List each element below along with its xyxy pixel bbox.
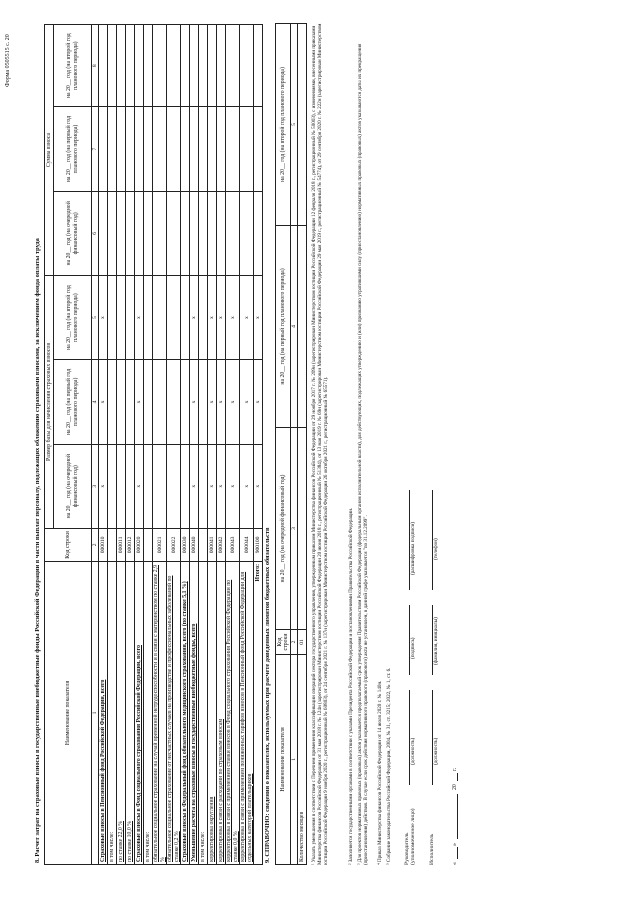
head-base-period1: на 20__ год (на очередной финансовый год) — [54, 444, 92, 528]
s9-value-cell[interactable] — [298, 24, 307, 226]
s8-value-cell[interactable] — [126, 191, 135, 275]
s9-head-code: Код строки — [276, 630, 291, 655]
s8-value-cell: x — [217, 444, 226, 528]
s8-row-code: 000010 — [99, 528, 108, 561]
s8-value-cell[interactable] — [144, 191, 153, 275]
s8-value-cell: x — [208, 275, 217, 359]
s8-value-cell[interactable] — [217, 191, 226, 275]
s8-row-name: Страховые взносы в Пенсионный фонд Российской Федерации, всего — [99, 561, 108, 864]
s8-value-cell: x — [254, 360, 263, 444]
s8-value-cell[interactable] — [108, 360, 117, 444]
s8-value-cell: x — [208, 444, 217, 528]
s8-table-row — [217, 25, 226, 865]
s9-table-row — [298, 24, 307, 865]
s8-table-row — [254, 25, 263, 865]
s8-value-cell[interactable] — [199, 25, 208, 107]
s8-value-cell[interactable] — [117, 107, 126, 191]
s8-row-code — [144, 528, 153, 561]
s8-value-cell[interactable] — [144, 25, 153, 107]
executor-label: Исполнитель — [429, 833, 435, 865]
s9-row-code: 01 — [298, 630, 307, 655]
s8-table-row — [126, 25, 135, 865]
s8-row-code: 000040 — [190, 528, 199, 561]
s8-value-cell[interactable] — [99, 25, 108, 107]
s8-value-cell[interactable] — [199, 360, 208, 444]
s8-value-cell[interactable] — [199, 275, 208, 359]
s8-value-cell[interactable] — [135, 107, 144, 191]
s9-value-cell[interactable] — [298, 226, 307, 428]
s8-row-code: 000042 — [217, 528, 226, 561]
s9-head-name: Наименование показателя — [276, 655, 291, 865]
s8-value-cell[interactable] — [181, 275, 190, 359]
section8-table — [44, 24, 263, 865]
s8-row-name: обязательное социальное страхование от несчастных случаев на производстве и профессиональных заболеваний по ставке 0,2 % — [167, 561, 181, 864]
caption-head-signature: (подпись) — [410, 637, 416, 659]
s9-head-period1: на 20__ год (на очередной финансовый год) — [276, 428, 291, 630]
s8-value-cell: x — [135, 360, 144, 444]
s8-value-cell: x — [240, 275, 254, 359]
s8-value-cell: x — [190, 360, 199, 444]
footnote-1: ¹ Указать уменьшения в соответствии с Перечнем применения классификации операций сектора государственного управления, утвержденным приказом Министерства финансов Российской Федерации от 29 ноября 2017 г. № 209н (зарегистрирован Министерством юстиции Российской Федерации 12 февраля 2018 г., регистрационный № 50003), с изменениями, внесенными приказами Министерства финансов Российской Федерации от 31 мая 2018 г. № 124н (зарегистрирован Министерством юстиции Российской Федерации 20 июня 2018 г., регистрационный № 51384), от 13 мая 2019 г. № 69н (зарегистрирован Министерством юстиции Российской Федерации 29 мая 2019 г., регистрационный № 54774), от 29 сентября 2020 г. № 222н (зарегистрирован Министерством юстиции Российской Федерации 9 ноября 2020 г., регистрационный № 60803), от 24 сентября 2021 г. № 137н (зарегистрирован Министерством юстиции Российской Федерации 26 октября 2021 г., регистрационный № 65571). — [311, 23, 329, 865]
s9-row-name: Количество месяцев — [298, 655, 307, 865]
s8-value-cell[interactable] — [226, 25, 240, 107]
s8-row-name: в том числе: — [144, 561, 153, 864]
s8-value-cell[interactable] — [99, 107, 108, 191]
s8-value-cell[interactable] — [126, 444, 135, 528]
s8-value-cell[interactable] — [190, 107, 199, 191]
s8-value-cell[interactable] — [167, 275, 181, 359]
s8-col-number: 6 — [92, 191, 99, 275]
s8-table-row — [190, 25, 199, 865]
caption-executor-fio: (фамилия, инициалы) — [433, 617, 439, 665]
s9-col-number: 4 — [291, 226, 298, 428]
s8-row-name: обязательное социальное страхование на случай временной нетрудоспособности и в связи с материнством по ставке 2,9 % — [153, 561, 167, 864]
head-sum: Сумма взноса — [45, 25, 54, 276]
caption-head-name: (расшифровка подписи) — [410, 522, 416, 575]
s8-value-cell: x — [226, 360, 240, 444]
s8-value-cell: x — [99, 360, 108, 444]
s8-row-name: в том числе: — [108, 561, 117, 864]
s8-value-cell[interactable] — [167, 360, 181, 444]
s8-row-name: корректировка в связи с применением ставки взносов в Фонд социального страхования Российской Федерации по ставке 0,0 % — [226, 561, 240, 864]
s8-value-cell[interactable] — [181, 107, 190, 191]
s8-value-cell[interactable] — [199, 107, 208, 191]
s8-value-cell[interactable] — [153, 444, 167, 528]
s8-value-cell[interactable] — [181, 360, 190, 444]
s8-value-cell[interactable] — [117, 360, 126, 444]
head-base-period2: на 20__ год (на первый год планового периода) — [54, 360, 92, 444]
date-open: « — [452, 862, 458, 865]
s8-value-cell: x — [135, 275, 144, 359]
s8-row-code — [108, 528, 117, 561]
date-close: » — [452, 843, 458, 846]
s8-row-name: Итого: — [254, 561, 263, 864]
s8-value-cell: x — [217, 275, 226, 359]
caption-executor-position: (должность) — [433, 737, 439, 765]
s8-value-cell: x — [99, 444, 108, 528]
s8-row-code: 000020 — [135, 528, 144, 561]
s8-value-cell[interactable] — [167, 191, 181, 275]
s8-col-number: 1 — [92, 561, 99, 864]
s8-value-cell[interactable] — [217, 107, 226, 191]
s8-table-row — [108, 25, 117, 865]
head-name: Наименование показателя — [45, 561, 92, 864]
s8-table-row — [181, 25, 190, 865]
s8-row-code: 000012 — [126, 528, 135, 561]
s8-row-name: корректировка округления — [208, 561, 217, 864]
s8-value-cell[interactable] — [108, 25, 117, 107]
s8-value-cell[interactable] — [117, 191, 126, 275]
s8-row-name: в том числе: — [199, 561, 208, 864]
s8-value-cell[interactable] — [108, 191, 117, 275]
s8-value-cell: x — [135, 444, 144, 528]
s8-value-cell[interactable] — [144, 275, 153, 359]
head-label: Руководитель (уполномоченное лицо) — [404, 808, 417, 865]
s8-value-cell[interactable] — [108, 107, 117, 191]
s8-value-cell[interactable] — [181, 191, 190, 275]
s8-value-cell[interactable] — [254, 191, 263, 275]
s8-row-code: 900100 — [254, 528, 263, 561]
s8-value-cell[interactable] — [226, 107, 240, 191]
s8-value-cell[interactable] — [167, 444, 181, 528]
section9-title: 9. СПРАВОЧНО: сведения о показателях, используемых при расчете доведенных лимитов бюджетных обязательств — [264, 527, 271, 863]
date-day-line[interactable] — [457, 847, 458, 859]
section8-title: 8. Расчет затрат на страховые взносы в государственные внебюджетные фонды Российской Федерации в части выплат персоналу, подлежащих обложению страховыми взносами, за исключением фонда оплаты труда — [34, 238, 41, 863]
s8-col-number: 2 — [92, 528, 99, 561]
s8-value-cell: x — [190, 444, 199, 528]
s8-table-row — [199, 25, 208, 865]
s8-value-cell[interactable] — [217, 25, 226, 107]
s8-value-cell[interactable] — [108, 444, 117, 528]
s8-value-cell[interactable] — [181, 444, 190, 528]
s8-value-cell[interactable] — [144, 107, 153, 191]
head-sum-period2: на 20__ год (на первый год планового периода) — [54, 107, 92, 191]
s8-value-cell[interactable] — [208, 25, 217, 107]
s8-value-cell: x — [226, 444, 240, 528]
s8-value-cell[interactable] — [99, 191, 108, 275]
s8-value-cell: x — [99, 275, 108, 359]
s8-row-code: 000021 — [153, 528, 167, 561]
section9-table — [275, 23, 307, 865]
s8-value-cell[interactable] — [199, 444, 208, 528]
footnote-5: ⁵ Собрание законодательства Российской Федерации, 2004, № 31, ст. 3215; 2022, № 1, ст. 6. — [386, 667, 392, 865]
s8-value-cell: x — [190, 275, 199, 359]
s8-col-number: 5 — [92, 275, 99, 359]
s8-value-cell[interactable] — [181, 25, 190, 107]
s8-row-code — [199, 528, 208, 561]
s8-row-code: 000044 — [240, 528, 254, 561]
s8-value-cell[interactable] — [240, 107, 254, 191]
s8-row-name: по ставке 10,0 % — [126, 561, 135, 864]
date-month-line[interactable] — [457, 794, 458, 839]
s8-table-row — [167, 25, 181, 865]
s9-head-period2: на 20__ год (на первый год планового периода) — [276, 226, 291, 428]
s8-col-number: 7 — [92, 107, 99, 191]
s9-col-number: 2 — [291, 630, 298, 655]
s8-row-name: Страховые взносы в Фонд социального страхования Российской Федерации, всего — [135, 561, 144, 864]
head-sum-period1: на 20__ год (на очередной финансовый год) — [54, 191, 92, 275]
s8-row-code: 000030 — [181, 528, 190, 561]
s8-value-cell: x — [226, 275, 240, 359]
s8-value-cell[interactable] — [144, 360, 153, 444]
s8-value-cell[interactable] — [135, 25, 144, 107]
date-year-line[interactable] — [457, 773, 458, 781]
s8-value-cell[interactable] — [208, 191, 217, 275]
s8-value-cell[interactable] — [153, 275, 167, 359]
s8-col-number: 8 — [92, 25, 99, 107]
s8-value-cell[interactable] — [117, 444, 126, 528]
s9-value-cell[interactable] — [298, 428, 307, 630]
s8-table-row — [153, 25, 167, 865]
s8-value-cell[interactable] — [135, 191, 144, 275]
s8-table-row — [117, 25, 126, 865]
s8-col-number: 4 — [92, 360, 99, 444]
s8-value-cell: x — [254, 275, 263, 359]
s8-value-cell[interactable] — [153, 360, 167, 444]
head-sum-period3: на 20__ год (на второй год планового периода) — [54, 25, 92, 107]
s8-value-cell[interactable] — [108, 275, 117, 359]
s8-value-cell[interactable] — [254, 107, 263, 191]
s8-value-cell[interactable] — [126, 107, 135, 191]
s9-col-number: 1 — [291, 655, 298, 865]
s8-value-cell: x — [254, 444, 263, 528]
s8-value-cell[interactable] — [117, 25, 126, 107]
s8-value-cell[interactable] — [199, 191, 208, 275]
s8-col-number: 3 — [92, 444, 99, 528]
s8-value-cell[interactable] — [144, 444, 153, 528]
s8-row-code: 000041 — [208, 528, 217, 561]
s8-table-row — [208, 25, 217, 865]
caption-executor-phone: (телефон) — [433, 538, 439, 560]
s8-value-cell: x — [240, 360, 254, 444]
date-year: 20 — [452, 784, 458, 790]
footnote-3: ³ Для проектов нормативных правовых (правовых) актов указывается предполагаемый срок утверждения Правительством Российской Федерации (федеральным органом исполнительной власти), для действующих, подлежащих утверждению и (или) признанию утратившими силу (приостановлению) нормативных правовых (правовых) актов указываются даты их прекращения (приостановления) действия. В случае если срок действия нормативного правового (правового) акта не установлен, в данной графе указывается "по 31.12.2099". — [357, 43, 369, 865]
head-base: Размер базы для начисления страховых взносов — [45, 275, 54, 528]
s9-col-number: 5 — [291, 24, 298, 226]
s9-col-number: 3 — [291, 428, 298, 630]
date-suffix: г. — [452, 767, 458, 771]
head-base-period3: на 20__ год (на второй год планового периода) — [54, 275, 92, 359]
s8-value-cell[interactable] — [153, 107, 167, 191]
s8-value-cell[interactable] — [254, 25, 263, 107]
s8-value-cell[interactable] — [190, 25, 199, 107]
s8-value-cell: x — [217, 360, 226, 444]
s8-value-cell[interactable] — [208, 107, 217, 191]
s8-value-cell[interactable] — [240, 25, 254, 107]
s8-value-cell[interactable] — [126, 275, 135, 359]
footnote-2: ² Заполняется государственными органами в соответствии с указами Президента Российской Федерации и постановлениями Правительства Российской Федерации. — [348, 507, 354, 865]
s8-row-name: корректировка в связи с применением пониженных тарифов взносов в Пенсионный фонд Российской Федерации для отдельных категорий плательщиков — [240, 561, 254, 864]
s8-value-cell[interactable] — [153, 25, 167, 107]
s8-value-cell[interactable] — [117, 275, 126, 359]
s8-table-row — [240, 25, 254, 865]
s8-row-name: Уменьшение расчета на страховые взносы в государственные внебюджетные фонды, всего — [190, 561, 199, 864]
s8-value-cell[interactable] — [167, 25, 181, 107]
head-code: Код строки — [45, 528, 92, 561]
s8-table-row — [99, 25, 108, 865]
s9-head-period3: на 20__ год (на второй год планового периода) — [276, 24, 291, 226]
s8-table-row — [226, 25, 240, 865]
s8-row-code: 000011 — [117, 528, 126, 561]
caption-head-position: (должность) — [410, 737, 416, 765]
s8-row-code: 000022 — [167, 528, 181, 561]
s8-value-cell[interactable] — [190, 191, 199, 275]
s8-value-cell: x — [240, 444, 254, 528]
s8-row-code: 000043 — [226, 528, 240, 561]
s8-table-row — [144, 25, 153, 865]
s8-value-cell: x — [208, 360, 217, 444]
s8-value-cell[interactable] — [153, 191, 167, 275]
s8-row-name: корректировка в связи с расходами по страховым взносам — [217, 561, 226, 864]
s8-value-cell[interactable] — [126, 25, 135, 107]
s8-value-cell[interactable] — [226, 191, 240, 275]
footnote-4: ⁴ Приказ Министерства финансов Российской Федерации от 14 июля 2020 г. № 140н. — [377, 680, 383, 865]
form-code: Форма 0505515 с. 20 — [5, 34, 11, 87]
s8-row-name: Страховые взносы в Федеральный фонд обязательного медицинского страхования, всего (по ставке 5,1 %) — [181, 561, 190, 864]
s8-value-cell[interactable] — [167, 107, 181, 191]
s8-row-name: по ставке 22,0 % — [117, 561, 126, 864]
s8-table-row — [135, 25, 144, 865]
s8-value-cell[interactable] — [240, 191, 254, 275]
s8-value-cell[interactable] — [126, 360, 135, 444]
